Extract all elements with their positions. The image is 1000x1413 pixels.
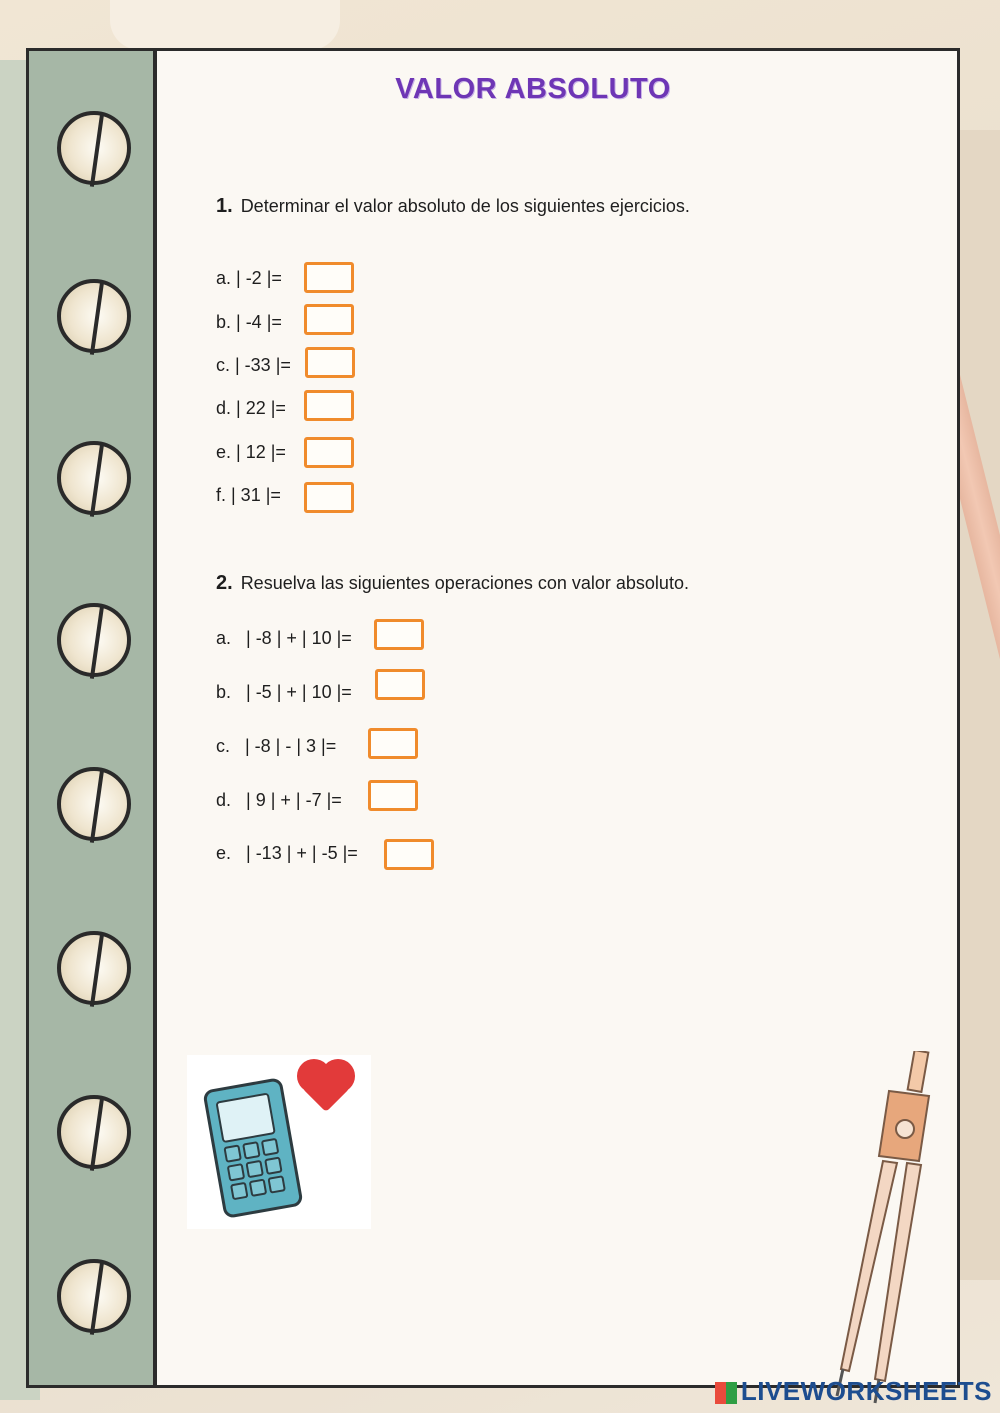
- section-1-heading: [216, 195, 690, 218]
- heart-icon: [302, 1064, 350, 1112]
- section-2-heading: [216, 572, 689, 595]
- logo-text: LIVEWORKSHEETS: [740, 1376, 992, 1406]
- exercise-1e-label: e. | 12 |=: [216, 442, 286, 462]
- binder-ring: [57, 1259, 131, 1333]
- exercise-1d-label: d. | 22 |=: [216, 398, 286, 418]
- exercise-2b-label: b. | -5 | + | 10 |=: [216, 682, 352, 702]
- answer-box-2d[interactable]: [368, 780, 418, 811]
- binder-ring: [57, 279, 131, 353]
- calculator-keys: [223, 1138, 286, 1201]
- answer-box-2a[interactable]: [374, 619, 424, 650]
- answer-box-1a[interactable]: [304, 262, 354, 293]
- answer-box-1c[interactable]: [305, 347, 355, 378]
- exercise-1a-label: a. | -2 |=: [216, 268, 282, 288]
- section-instruction: Resuelva las siguientes operaciones con valor absoluto.: [240, 573, 689, 593]
- exercise-1f-label: f. | 31 |=: [216, 485, 281, 505]
- background-decoration: [110, 0, 340, 50]
- compass-illustration: [819, 1051, 939, 1411]
- answer-box-2b[interactable]: [375, 669, 425, 700]
- binder-ring: [57, 441, 131, 515]
- answer-box-2e[interactable]: [384, 839, 434, 870]
- logo-mark-icon: [715, 1382, 737, 1404]
- answer-box-1e[interactable]: [304, 437, 354, 468]
- calculator-screen: [215, 1092, 275, 1143]
- binder-ring: [57, 603, 131, 677]
- calculator-illustration: [187, 1055, 371, 1229]
- binder-ring: [57, 767, 131, 841]
- answer-box-1d[interactable]: [304, 390, 354, 421]
- exercise-1c-label: c. | -33 |=: [216, 355, 291, 375]
- binder-ring: [57, 931, 131, 1005]
- exercise-2a-label: a. | -8 | + | 10 |=: [216, 628, 352, 648]
- worksheet-page: [26, 48, 960, 1388]
- exercise-2c-label: c. | -8 | - | 3 |=: [216, 736, 337, 756]
- exercise-1b-label: b. | -4 |=: [216, 312, 282, 332]
- binder-ring: [57, 111, 131, 185]
- section-number: 2.: [216, 572, 233, 594]
- notebook-spine: [29, 51, 157, 1385]
- section-number: 1.: [216, 195, 233, 217]
- calculator-icon: [202, 1077, 303, 1219]
- exercise-2d-label: d. | 9 | + | -7 |=: [216, 790, 342, 810]
- page-title: VALOR ABSOLUTO: [395, 73, 671, 105]
- answer-box-1b[interactable]: [304, 304, 354, 335]
- exercise-2e-label: e. | -13 | + | -5 |=: [216, 843, 358, 863]
- binder-ring: [57, 1095, 131, 1169]
- liveworksheets-logo: [715, 1376, 992, 1407]
- answer-box-1f[interactable]: [304, 482, 354, 513]
- answer-box-2c[interactable]: [368, 728, 418, 759]
- section-instruction: Determinar el valor absoluto de los siguientes ejercicios.: [240, 196, 690, 216]
